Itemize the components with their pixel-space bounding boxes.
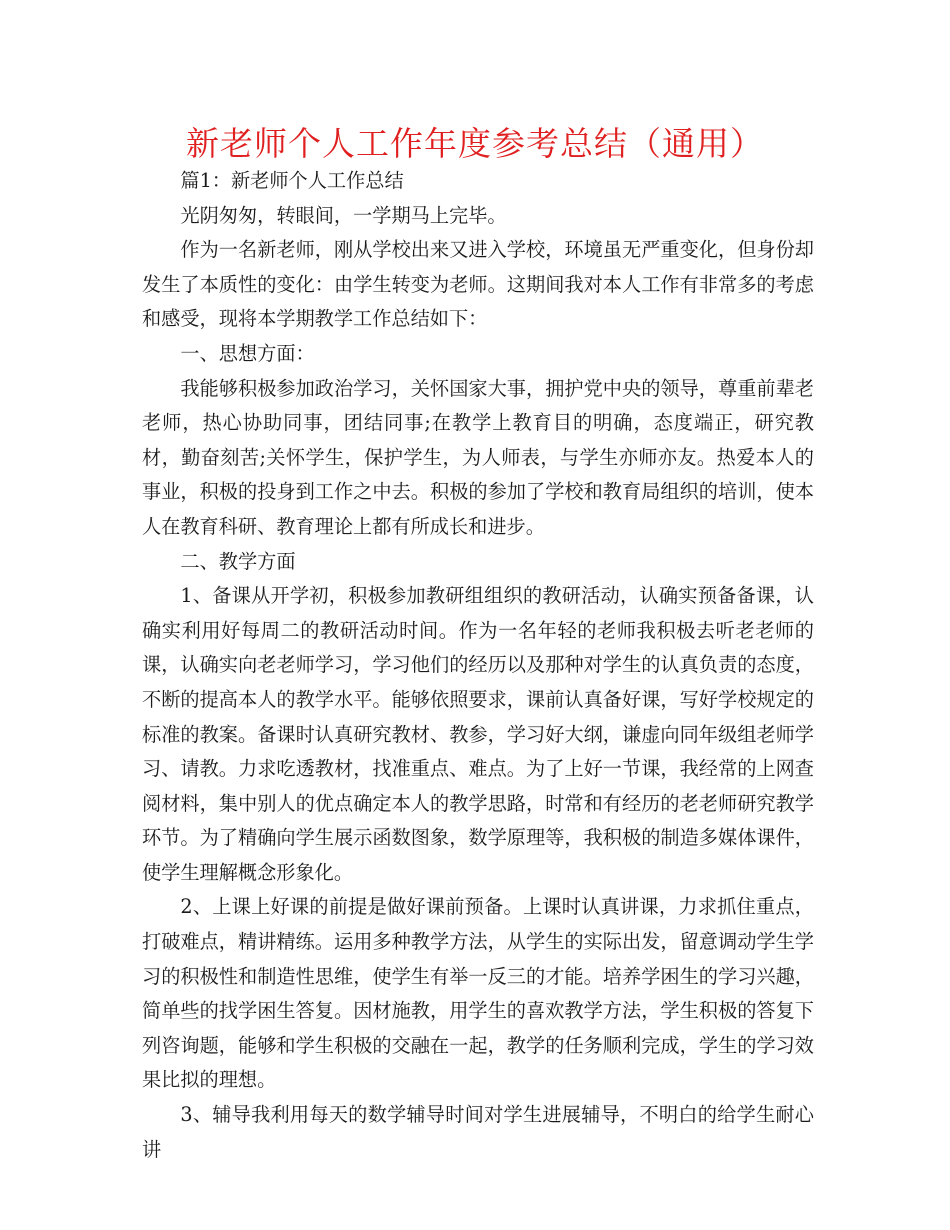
document-paragraph: 我能够积极参加政治学习，关怀国家大事，拥护党中央的领导，尊重前辈老老师，热心协助同事，团结同事;在教学上教育目的明确，态度端正，研究教材，勤奋刻苦;关怀学生，保护学生，为人师表，与学生亦师亦友。热爱本人的事业，积极的投身到工作之中去。积极的参加了学校和教育局组织的培训，使本人在教育科研、教育理论上都有所成长和进步。 <box>142 376 814 538</box>
document-paragraph: 光阴匆匆，转眼间，一学期马上完毕。 <box>180 203 507 227</box>
document-paragraph: 1、备课从开学初，积极参加教研组组织的教研活动，认确实预备备课，认确实利用好每周二的教研活动时间。作为一名年轻的老师我积极去听老老师的课，认确实向老老师学习，学习他们的经历以及那种对学生的认真负责的态度，不断的提高本人的教学水平。能够依照要求，课前认真备好课，写好学校规定的标准的教案。备课时认真研究教材、教参，学习好大纲，谦虚向同年级组老师学习、请教。力求吃透教材，找准重点、难点。为了上好一节课，我经常的上网查阅材料，集中别人的优点确定本人的教学思路，时常和有经历的老老师研究教学环节。为了精确向学生展示函数图象，数学原理等，我积极的制造多媒体课件，使学生理解概念形象化。 <box>142 584 814 884</box>
document-paragraph: 二、教学方面 <box>180 549 296 573</box>
document-paragraph: 一、思想方面： <box>180 341 315 365</box>
document-paragraph: 2、上课上好课的前提是做好课前预备。上课时认真讲课，力求抓住重点，打破难点，精讲精练。运用多种教学方法，从学生的实际出发，留意调动学生学习的积极性和制造性思维，使学生有举一反三的才能。培养学困生的学习兴趣，简单些的找学困生答复。因材施教，用学生的喜欢教学方法，学生积极的答复下列咨询题，能够和学生积极的交融在一起，教学的任务顺利完成，学生的学习效果比拟的理想。 <box>142 895 814 1092</box>
document-paragraph: 作为一名新老师，刚从学校出来又进入学校，环境虽无严重变化，但身份却发生了本质性的变化：由学生转变为老师。这期间我对本人工作有非常多的考虑和感受，现将本学期教学工作总结如下： <box>142 238 814 331</box>
document-body <box>142 164 814 1167</box>
document-paragraph: 篇1：新老师个人工作总结 <box>180 169 404 192</box>
document-title: 新老师个人工作年度参考总结（通用） <box>186 124 764 163</box>
document-paragraph: 3、辅导我利用每天的数学辅导时间对学生进展辅导，不明白的给学生耐心讲 <box>142 1103 814 1161</box>
